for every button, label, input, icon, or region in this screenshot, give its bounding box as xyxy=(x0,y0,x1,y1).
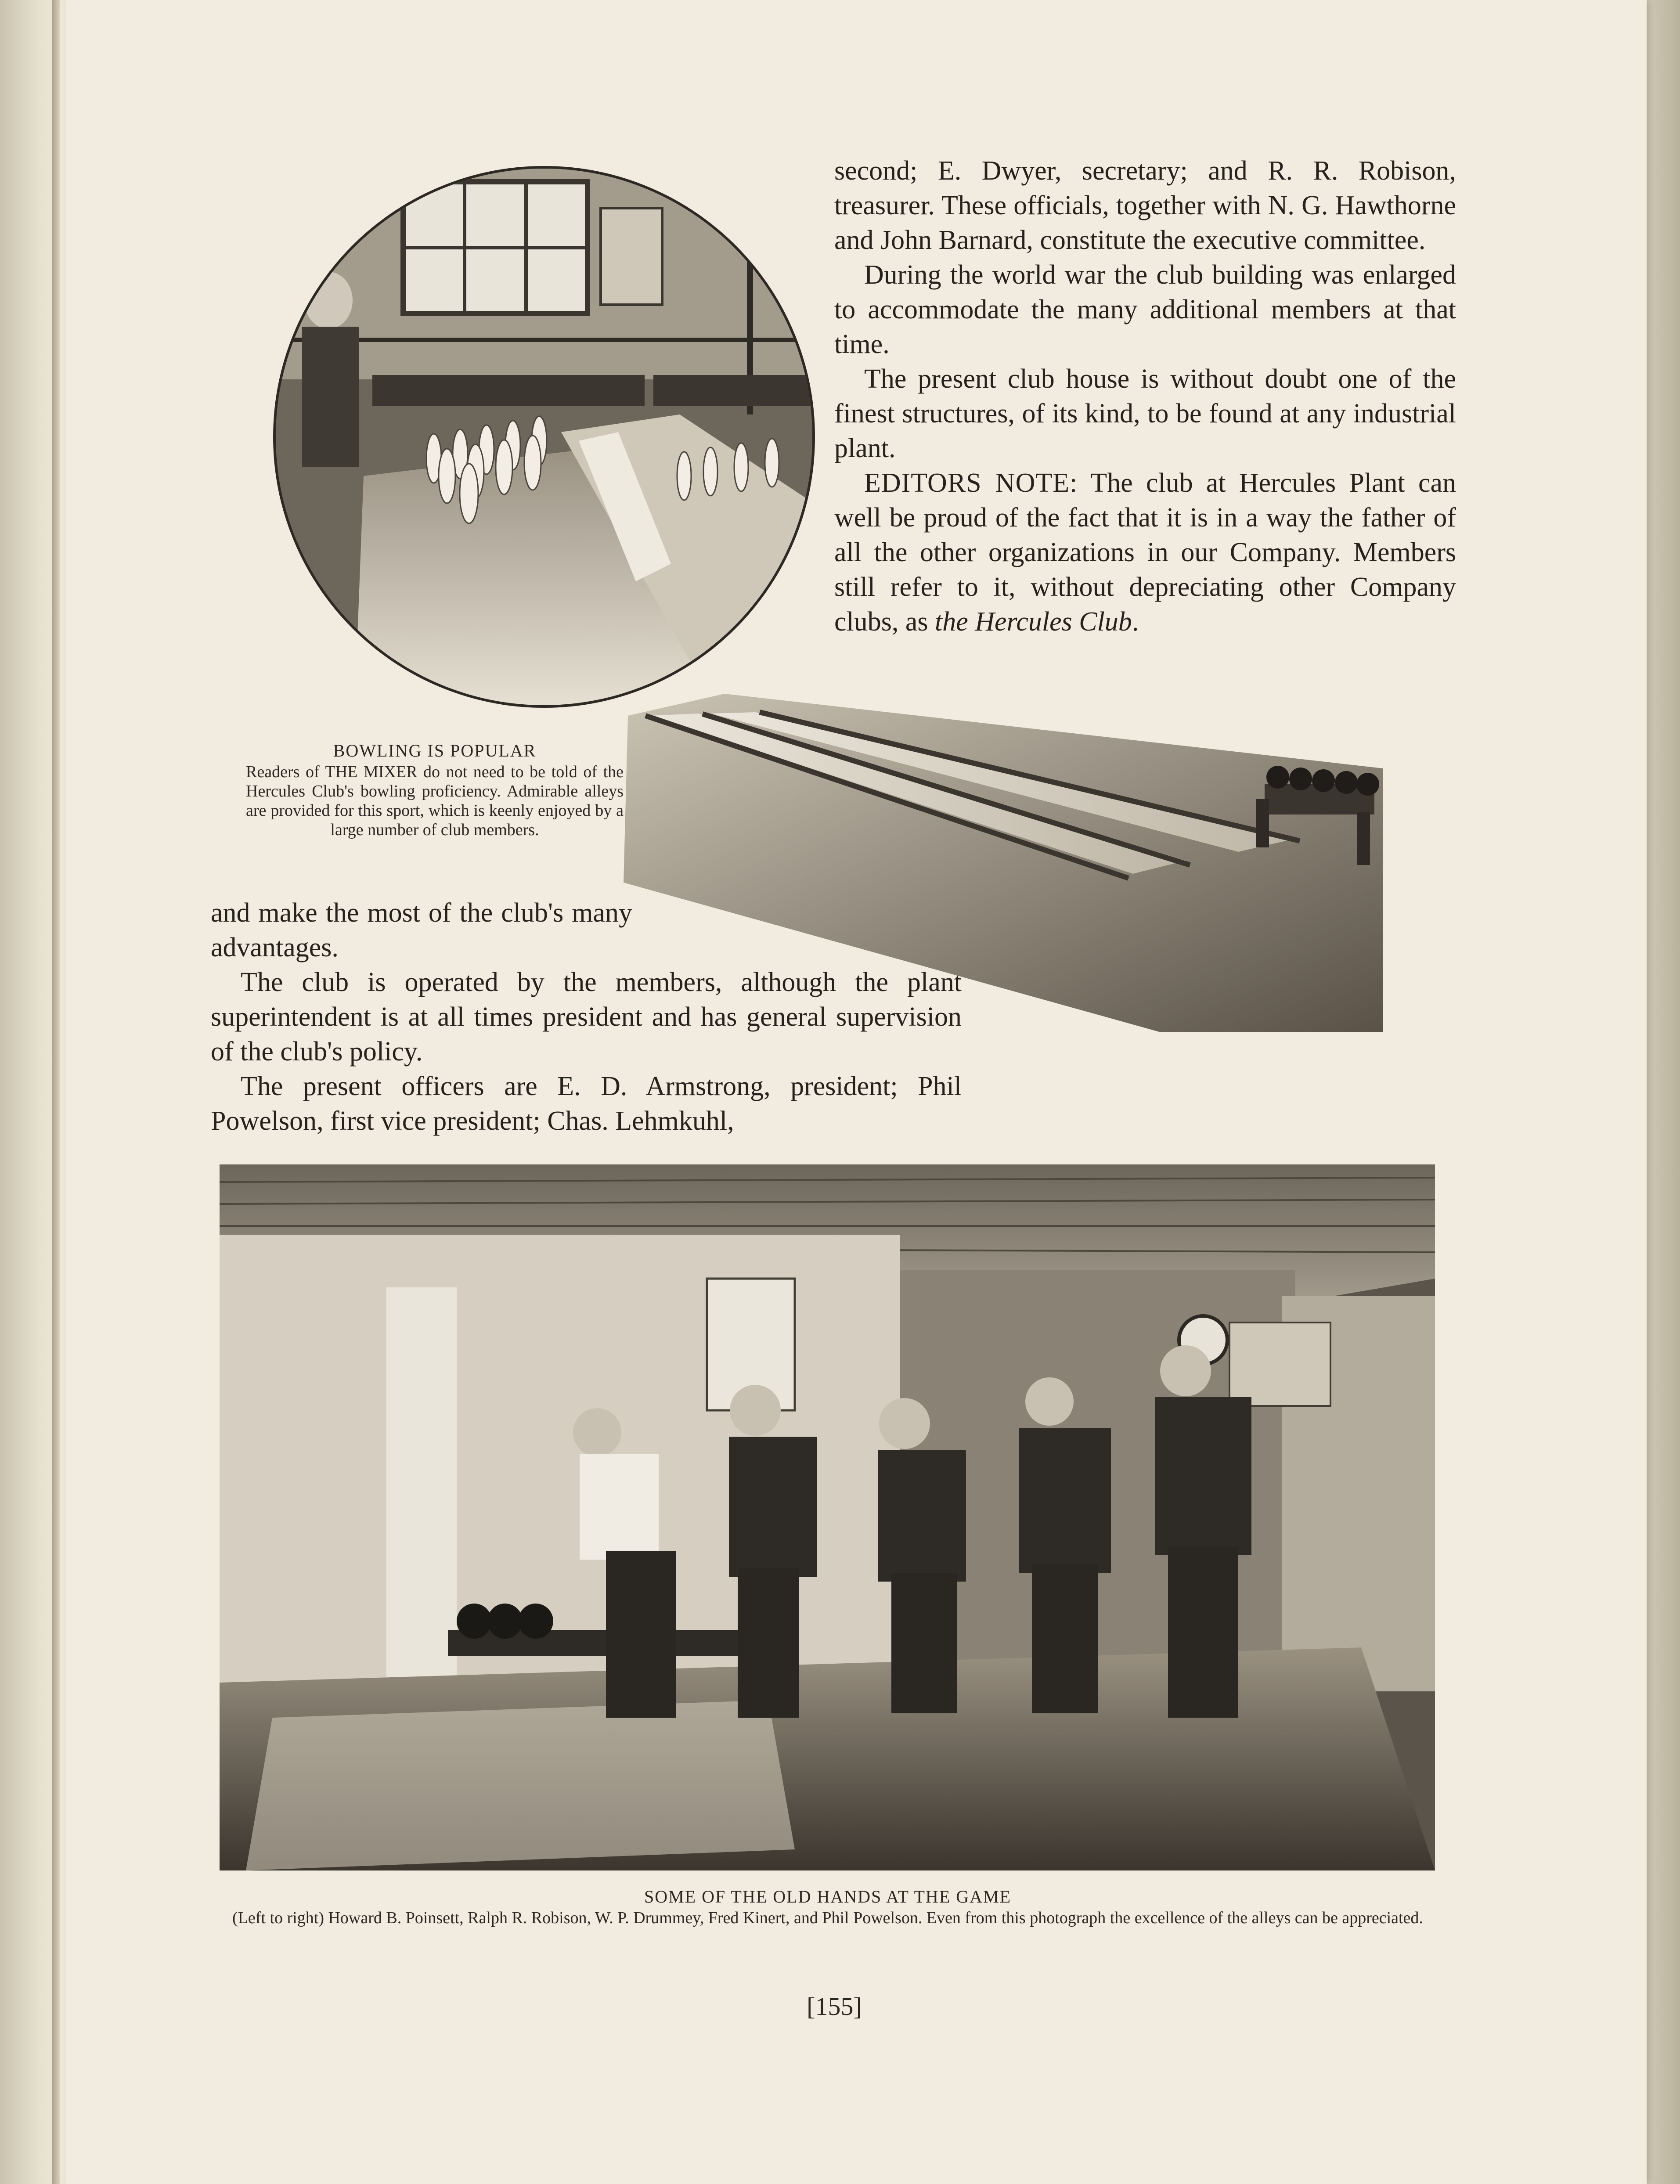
paragraph-club-house: The present club house is without doubt one of the finest structures, of its kind, to be found at any industrial plant. xyxy=(834,364,1456,463)
bowling-caption-title: BOWLING IS POPULAR xyxy=(333,741,537,760)
old-hands-caption xyxy=(215,1885,1440,1928)
old-hands-caption-title: SOME OF THE OLD HANDS AT THE GAME xyxy=(644,1887,1012,1906)
old-hands-illustration xyxy=(220,1164,1435,1870)
editors-note-period: . xyxy=(1132,607,1139,637)
bowling-pins-illustration xyxy=(276,169,812,705)
paragraph-present-officers: The present officers are E. D. Armstrong, president; Phil Powelson, first vice president; Chas. Lehmkuhl, xyxy=(211,1071,962,1136)
paragraph-officers-continued: second; E. Dwyer, secretary; and R. R. Robison, treasurer. These officials, together with N. G. Hawthorne and John Barnard, constitute the executive committee. xyxy=(834,156,1456,255)
middle-left-text-column xyxy=(211,896,962,1139)
old-hands-bowling-photo xyxy=(220,1164,1435,1870)
paragraph-advantages: and make the most of the club's many advantages. xyxy=(211,898,632,962)
paragraph-operated-by-members: The club is operated by the members, although the plant superintendent is at all times president and has general supervision of the club's policy. xyxy=(211,967,962,1067)
paragraph-editors-note xyxy=(834,466,1456,639)
editors-note-italic: the Hercules Club xyxy=(935,607,1132,637)
old-hands-caption-text: (Left to right) Howard B. Poinsett, Ralph R. Robison, W. P. Drummey, Fred Kinert, and Phil Powelson. Even from this photograph the excellence of the alleys can be appreciated. xyxy=(232,1909,1423,1927)
page-fold xyxy=(52,0,60,2184)
bowling-caption xyxy=(246,739,624,840)
editors-note-label: EDITORS NOTE: xyxy=(864,468,1078,498)
top-right-text-column xyxy=(834,154,1456,639)
editors-note-text: The club at Hercules Plant can well be proud of the fact that it is in a way the father of all the other organizations in our Company. Members still refer to it, without depreciating other Company clubs, as xyxy=(834,468,1456,637)
page-edge xyxy=(1647,0,1680,2184)
page-number: [155] xyxy=(807,1992,862,2021)
paragraph-world-war: During the world war the club building was enlarged to accommodate the many additional members at that time. xyxy=(834,260,1456,359)
bowling-pins-circular-photo xyxy=(273,166,815,708)
bowling-caption-text: Readers of THE MIXER do not need to be told of the Hercules Club's bowling proficiency. Admirable alleys are provided for this sport, which is keenly enjoyed by a large number of club members. xyxy=(246,763,624,839)
